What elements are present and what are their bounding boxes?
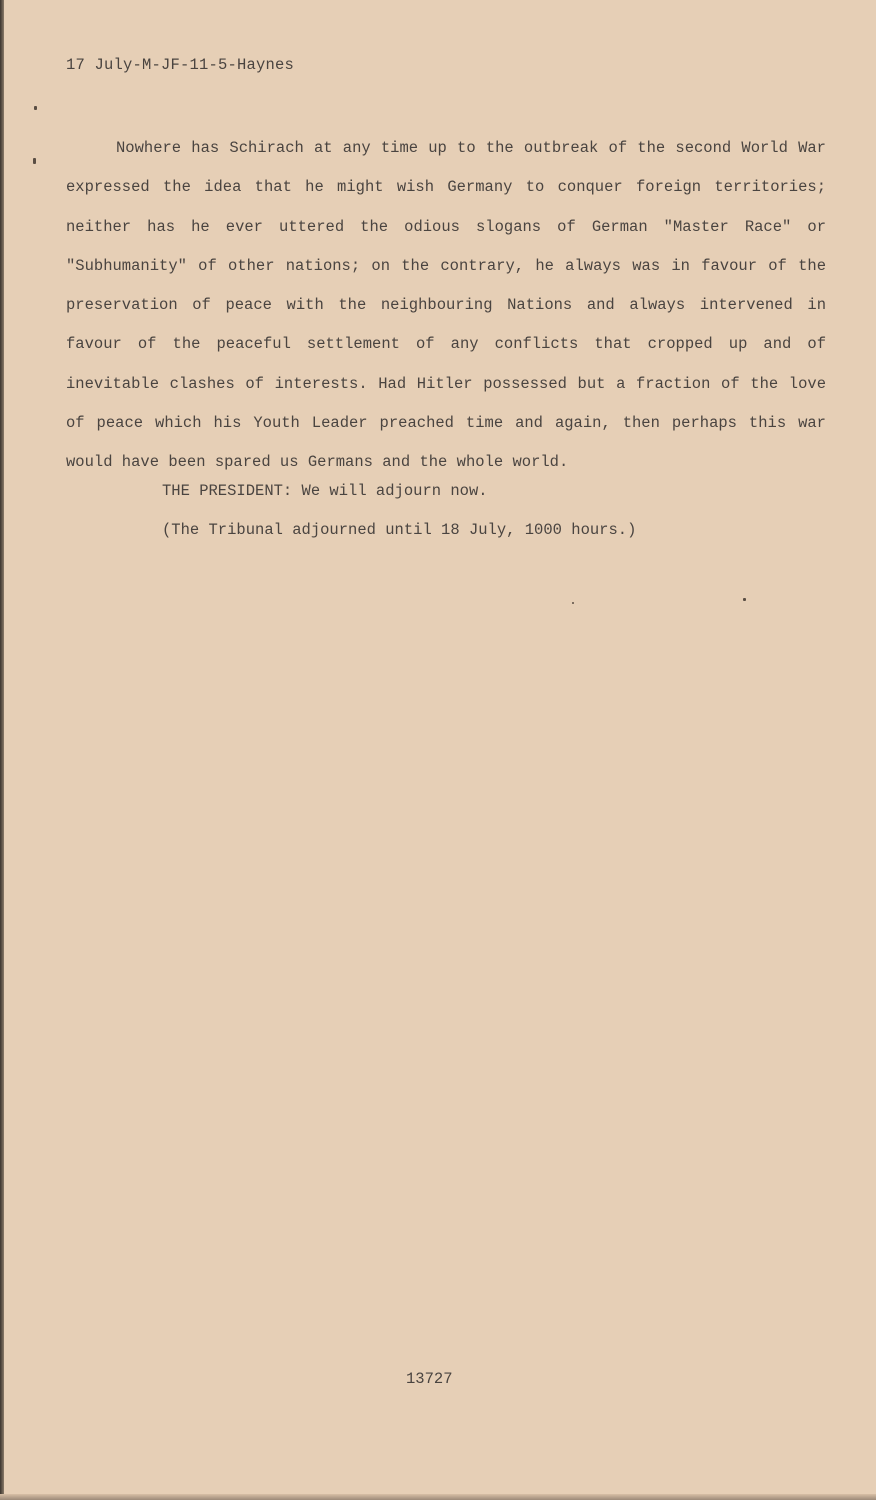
paper-speck — [743, 598, 746, 601]
president-statement: THE PRESIDENT: We will adjourn now. — [162, 482, 488, 500]
paper-speck — [572, 602, 574, 604]
document-header: 17 July-M-JF-11-5-Haynes — [66, 56, 295, 74]
margin-speck — [33, 158, 36, 164]
page-number: 13727 — [406, 1370, 453, 1388]
page-left-edge — [0, 0, 4, 1500]
adjournment-note: (The Tribunal adjourned until 18 July, 1000 hours.) — [162, 521, 637, 539]
body-paragraph: Nowhere has Schirach at any time up to the outbreak of the second World War expressed the idea that he might wish Germany to conquer foreign territories; neither has he ever uttered the odious slogans of German "Master Race" or "Subhumanity" of other nations; on the contrary, he always was in favour of the preservation of peace with the neighbouring Nations and always intervened in favour of the peaceful settlement of any conflicts that cropped up and of inevitable clashes of interests. Had Hitler possessed but a fraction of the love of peace which his Youth Leader preached time and again, then perhaps this war would have been spared us Germans and the whole world. — [66, 139, 826, 472]
page-bottom-edge — [0, 1494, 876, 1500]
margin-speck — [34, 106, 37, 110]
